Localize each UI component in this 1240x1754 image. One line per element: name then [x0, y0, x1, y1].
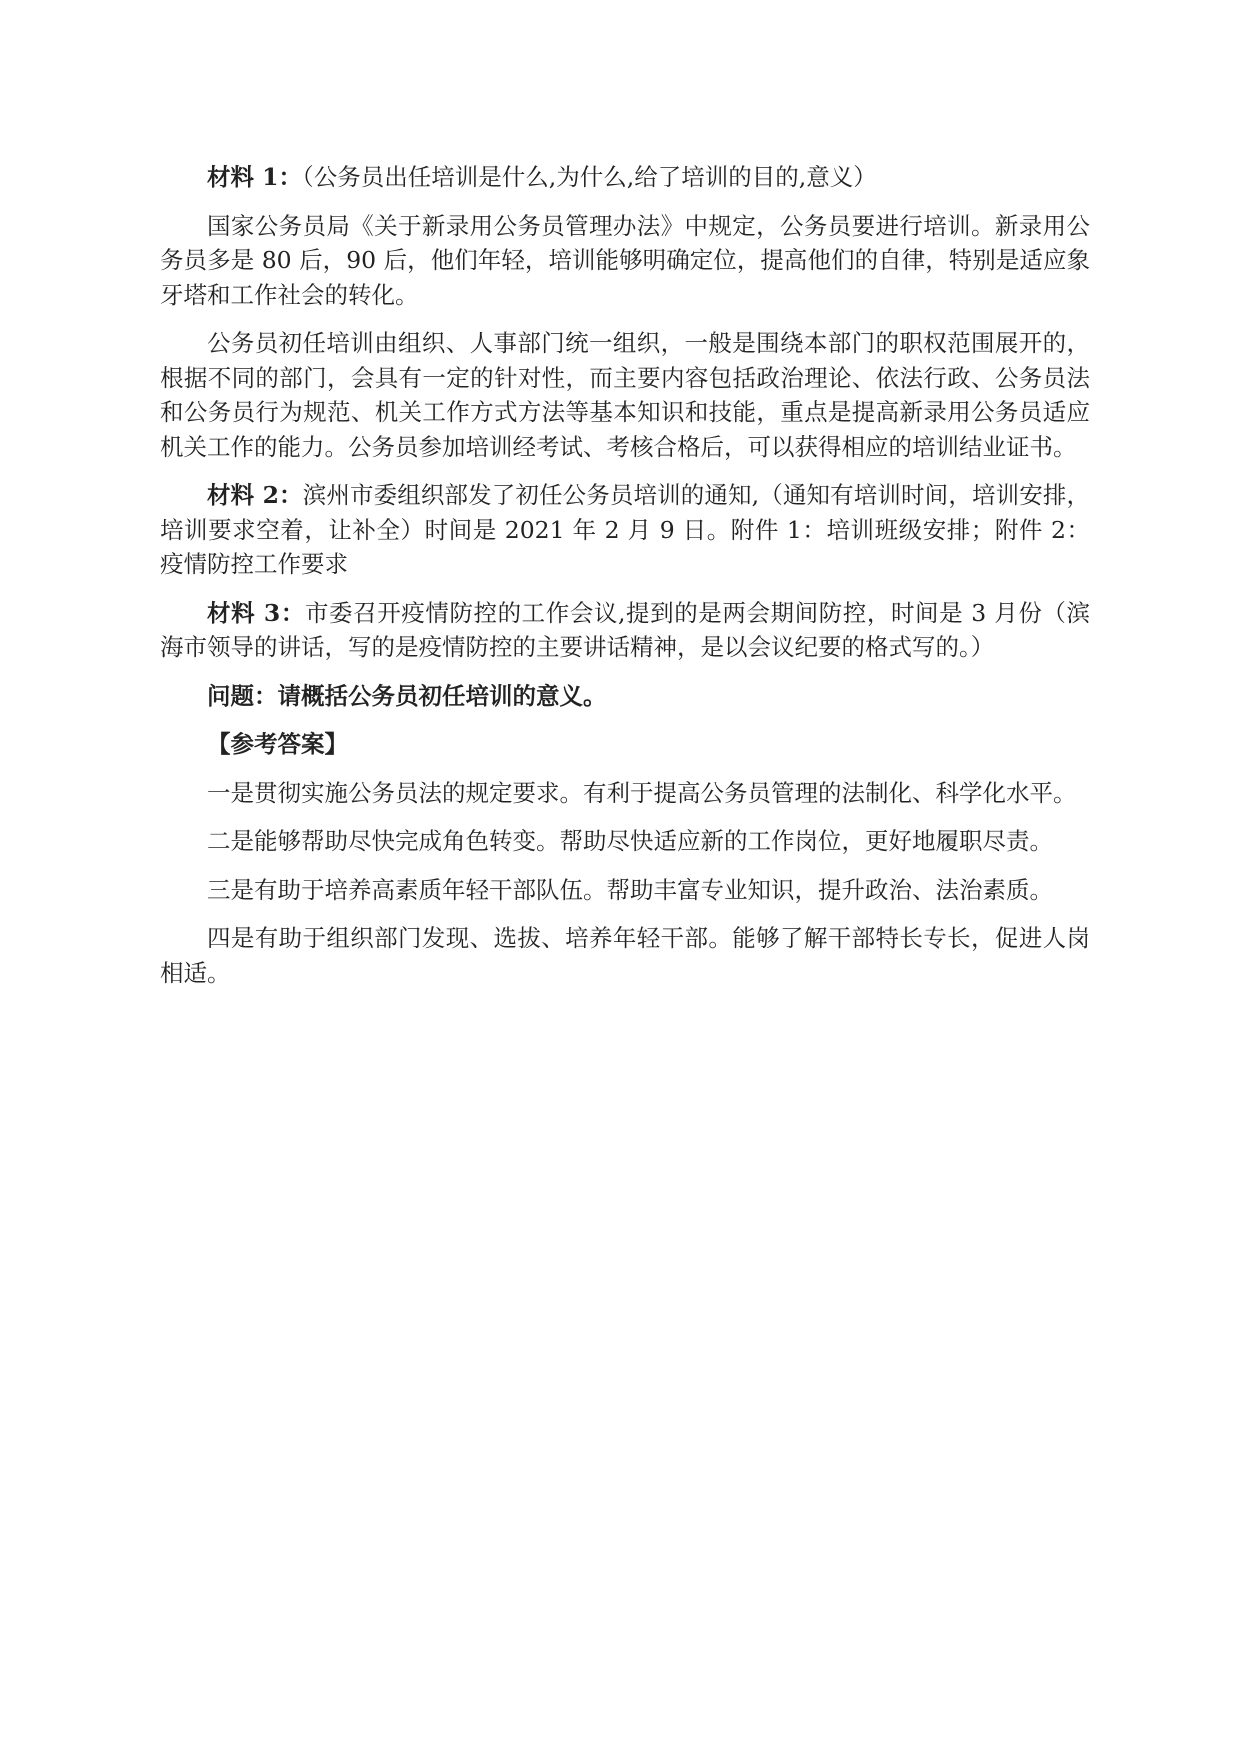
- material3-label: 材料 3：: [207, 598, 305, 627]
- document-body: [160, 160, 1090, 1004]
- question-text: 问题：请概括公务员初任培训的意义。: [207, 681, 607, 710]
- material1-paragraph-1: 国家公务员局《关于新录用公务员管理办法》中规定，公务员要进行培训。新录用公务员多是 80 后，90 后，他们年轻，培训能够明确定位，提高他们的自律，特别是适应象牙塔和工作社会的转化。: [160, 211, 1090, 309]
- material3-text: 市委召开疫情防控的工作会议,提到的是两会期间防控，时间是 3 月份（滨海市领导的讲话，写的是疫情防控的主要讲话精神，是以会议纪要的格式写的。）: [160, 598, 1090, 661]
- material1-paragraph-2: 公务员初任培训由组织、人事部门统一组织，一般是围绕本部门的职权范围展开的，根据不同的部门，会具有一定的针对性，而主要内容包括政治理论、依法行政、公务员法和公务员行为规范、机关工作方式方法等基本知识和技能，重点是提高新录用公务员适应机关工作的能力。公务员参加培训经考试、考核合格后，可以获得相应的培训结业证书。: [160, 329, 1090, 461]
- answer-item-2: 二是能够帮助尽快完成角色转变。帮助尽快适应新的工作岗位，更好地履职尽责。: [207, 827, 1053, 855]
- material1-label: 材料 1：: [207, 163, 303, 191]
- material1-heading: [160, 160, 1090, 195]
- material3-paragraph: [160, 596, 1090, 665]
- material2-paragraph: [160, 478, 1090, 582]
- answer-item-1: 一是贯彻实施公务员法的规定要求。有利于提高公务员管理的法制化、科学化水平。: [207, 778, 1077, 807]
- answer-item-4: 四是有助于组织部门发现、选拔、培养年轻干部。能够了解干部特长专长，促进人岗相适。: [160, 924, 1090, 987]
- answer-item-3: 三是有助于培养高素质年轻干部队伍。帮助丰富专业知识，提升政治、法治素质。: [207, 875, 1053, 904]
- material1-note: （公务员出任培训是什么,为什么,给了培训的目的,意义）: [302, 163, 877, 191]
- answer-heading: 【参考答案】: [207, 730, 348, 758]
- material2-label: 材料 2：: [207, 481, 303, 509]
- material2-text: 滨州市委组织部发了初任公务员培训的通知,（通知有培训时间，培训安排，培训要求空着，让补全）时间是 2021 年 2 月 9 日。附件 1：培训班级安排；附件 2：疫情防控工作要求: [160, 481, 1090, 578]
